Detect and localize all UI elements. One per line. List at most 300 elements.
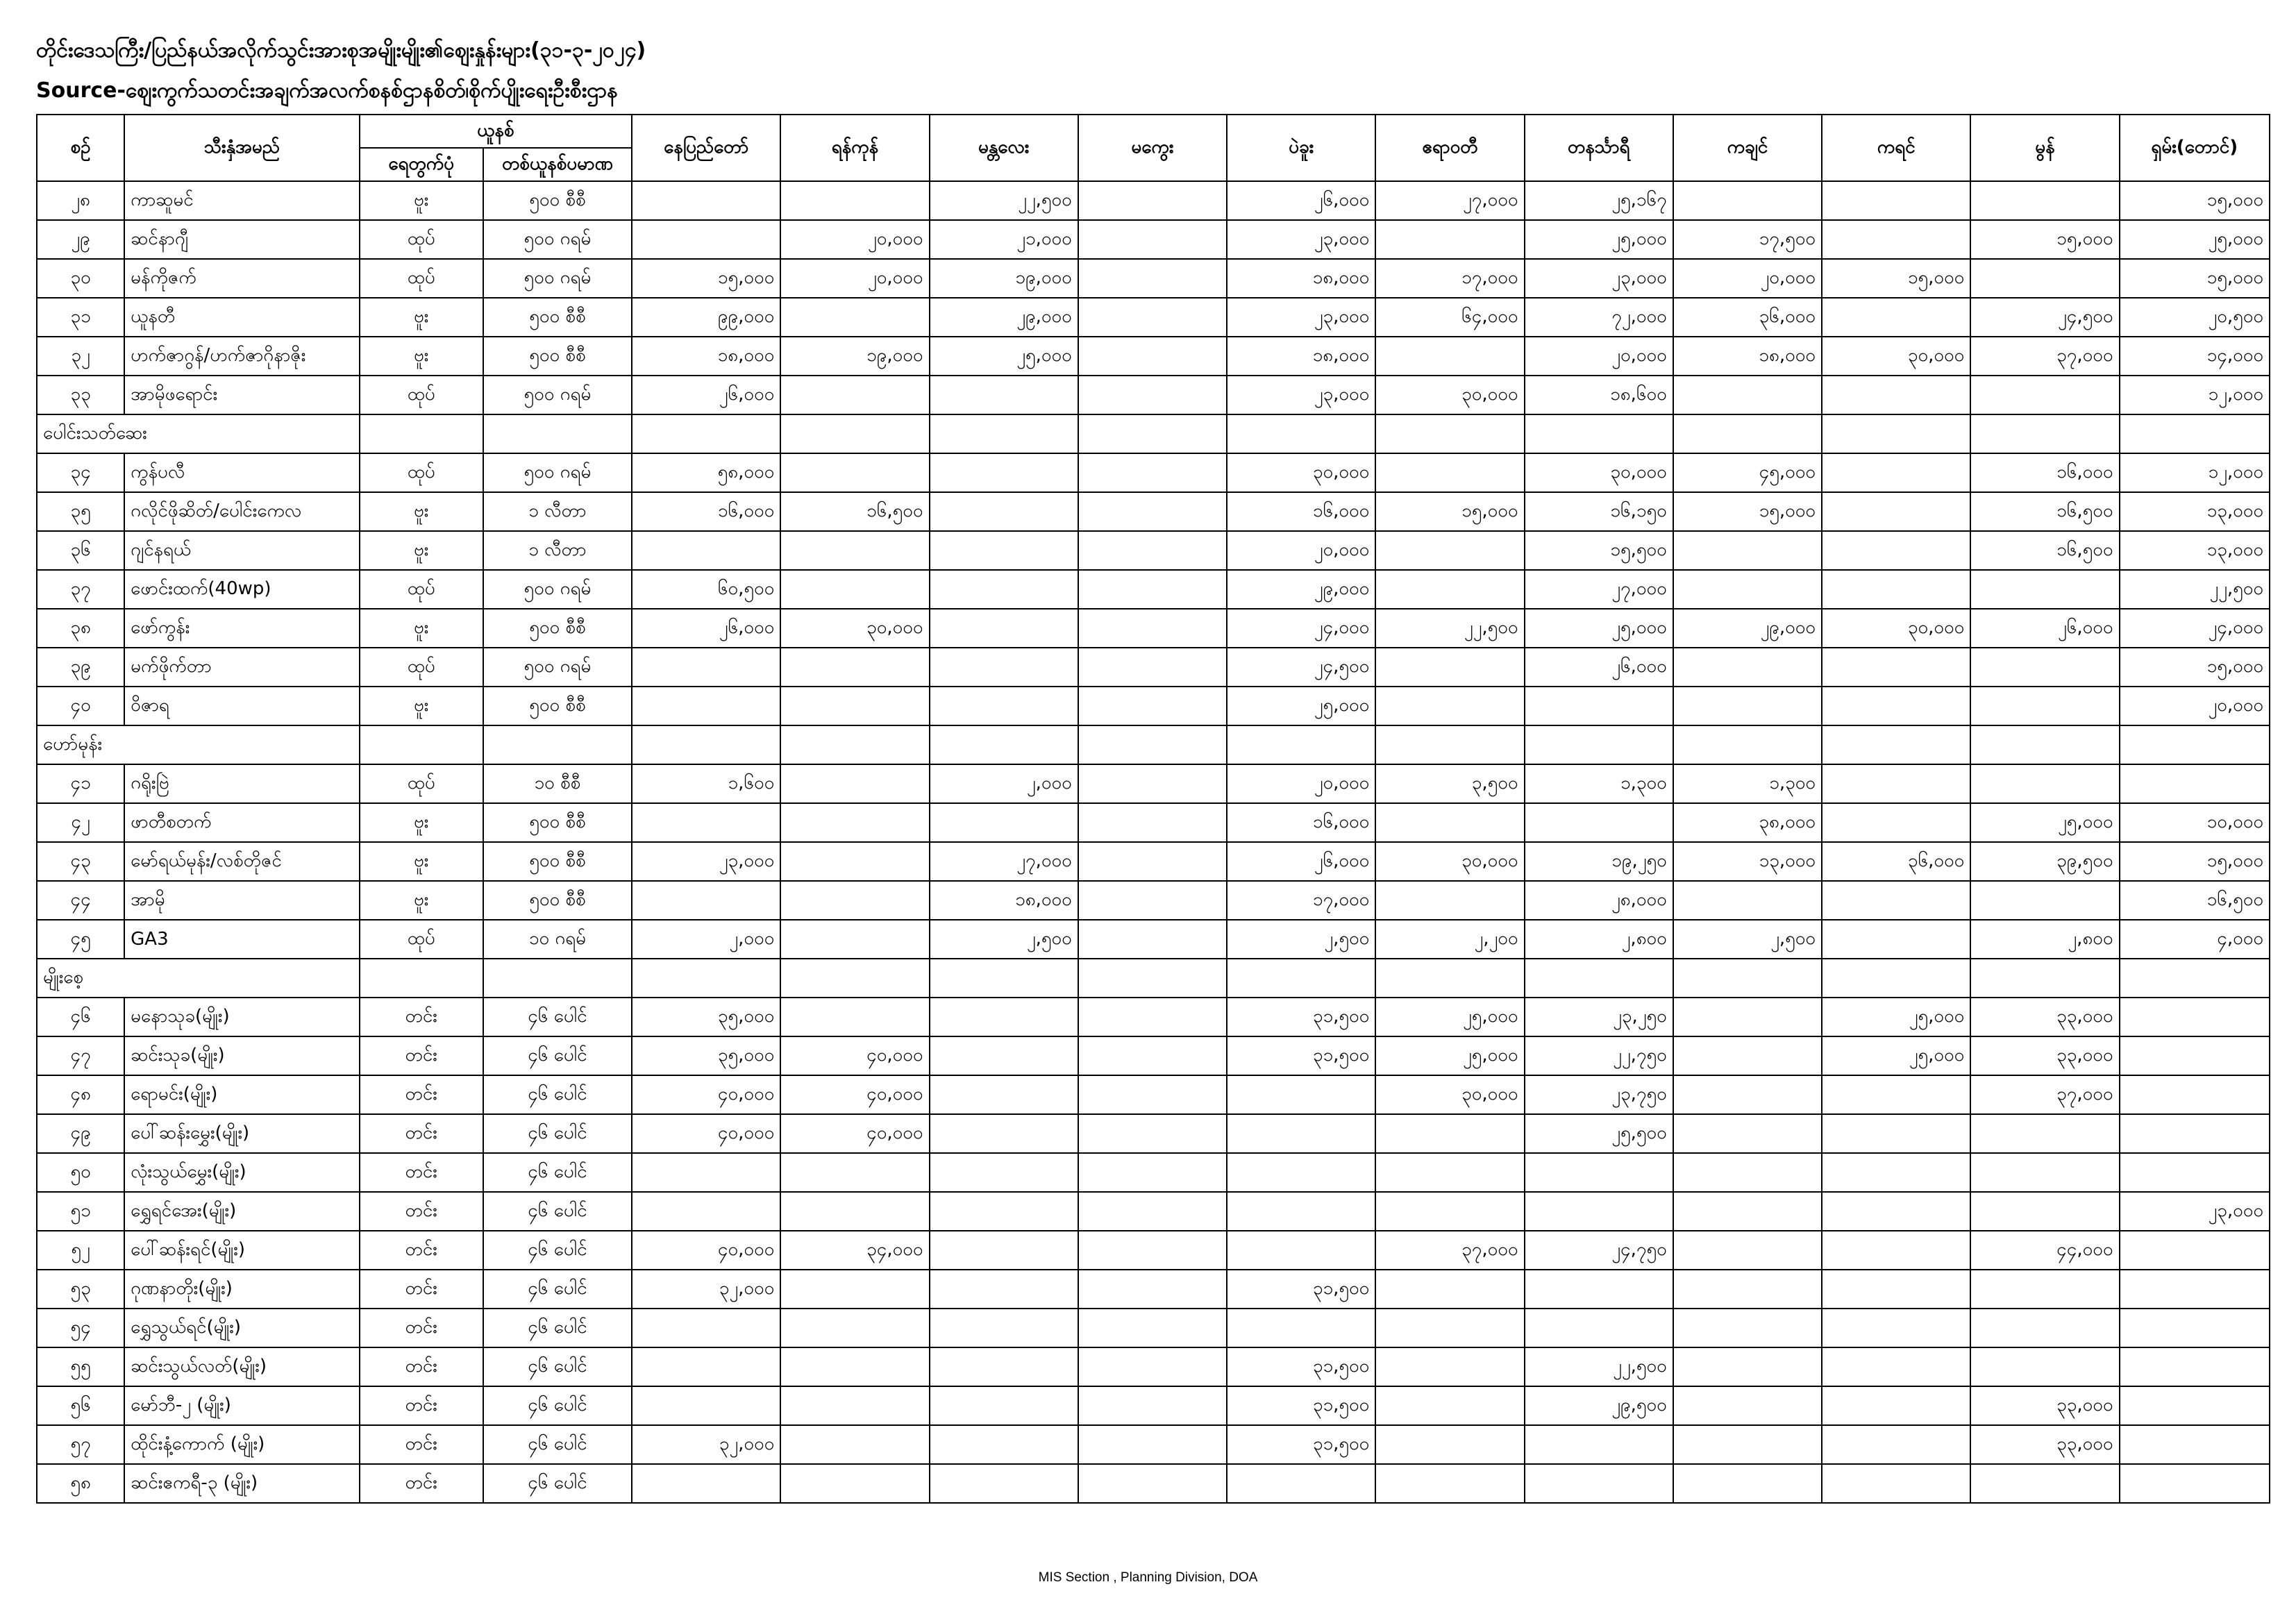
- price-cell: ၂၅,၁၆၇: [1525, 181, 1673, 220]
- price-cell: ၃၃,၀၀၀: [1970, 998, 2119, 1036]
- price-cell: [2120, 1270, 2270, 1309]
- price-cell: ၉၉,၀၀၀: [632, 298, 780, 337]
- price-cell: ၂၉,၀၀၀: [1673, 609, 1822, 648]
- empty-cell: [2120, 414, 2270, 453]
- price-cell: ၃၀,၀၀၀: [780, 609, 929, 648]
- price-cell: [1227, 1192, 1375, 1231]
- price-cell: [780, 803, 929, 842]
- price-cell: [1673, 376, 1822, 414]
- price-cell: [632, 1347, 780, 1386]
- price-cell: ၁၉,၀၀၀: [780, 337, 929, 376]
- price-cell: [1078, 181, 1227, 220]
- section-label: ဟော်မုန်း: [37, 725, 360, 764]
- price-cell: ၁၉,၀၀၀: [930, 259, 1078, 298]
- price-cell: ၇၂,၀၀၀: [1525, 298, 1673, 337]
- price-cell: [2120, 1153, 2270, 1192]
- price-cell: [1375, 687, 1524, 725]
- unit-type: ထုပ်: [360, 220, 483, 259]
- item-name: မန်ကိုဇက်: [124, 259, 359, 298]
- item-name: ဂုဏနာတိုး(မျိုး): [124, 1270, 359, 1309]
- unit-type: ဗူး: [360, 337, 483, 376]
- price-cell: ၁၃,၀၀၀: [2120, 531, 2270, 570]
- price-cell: [1822, 648, 1970, 687]
- unit-type: တင်း: [360, 1425, 483, 1464]
- price-cell: [1822, 1309, 1970, 1347]
- empty-cell: [1227, 725, 1375, 764]
- price-cell: [1673, 1347, 1822, 1386]
- price-cell: [1375, 1425, 1524, 1464]
- price-cell: [780, 881, 929, 920]
- price-cell: ၂၀,၀၀၀: [780, 259, 929, 298]
- price-cell: [930, 1386, 1078, 1425]
- price-cell: [632, 1153, 780, 1192]
- header-region: ကချင်: [1673, 115, 1822, 181]
- empty-cell: [780, 414, 929, 453]
- price-cell: [1673, 881, 1822, 920]
- price-cell: ၁၈,၀၀၀: [1227, 337, 1375, 376]
- unit-size: ၄၆ ပေါင်: [483, 1386, 632, 1425]
- price-cell: [930, 1036, 1078, 1075]
- price-cell: [780, 1386, 929, 1425]
- price-cell: ၂၂,၅၀၀: [2120, 570, 2270, 609]
- unit-size: ၅၀၀ စီစီ: [483, 842, 632, 881]
- price-cell: ၃၅,၀၀၀: [632, 998, 780, 1036]
- price-cell: [632, 531, 780, 570]
- row-number: ၄၉: [37, 1114, 124, 1153]
- price-cell: [1970, 764, 2119, 803]
- price-cell: ၁၃,၀၀၀: [1673, 842, 1822, 881]
- page-title: တိုင်းဒေသကြီး/ပြည်နယ်အလိုက်သွင်းအားစုအမျိုးမျိုး၏ဈေးနှုန်းများ(၃၁-၃-၂၀၂၄): [36, 38, 646, 62]
- price-cell: [1822, 764, 1970, 803]
- price-cell: [780, 842, 929, 881]
- price-table: [36, 114, 2270, 1504]
- unit-type: ဗူး: [360, 181, 483, 220]
- header-no: စဉ်: [37, 115, 124, 181]
- unit-type: ဗူး: [360, 687, 483, 725]
- price-cell: [930, 648, 1078, 687]
- price-cell: ၂၅,၀၀၀: [2120, 220, 2270, 259]
- price-cell: ၂၃,၀၀၀: [632, 842, 780, 881]
- table-row: [37, 259, 2270, 298]
- price-cell: ၃၁,၅၀၀: [1227, 1386, 1375, 1425]
- table-row: [37, 1270, 2270, 1309]
- price-cell: ၁,၃၀၀: [1525, 764, 1673, 803]
- price-cell: [1970, 648, 2119, 687]
- price-cell: ၂၅,၅၀၀: [1525, 1114, 1673, 1153]
- unit-type: တင်း: [360, 998, 483, 1036]
- header-unit-size: တစ်ယူနစ်ပမာဏ: [483, 148, 632, 181]
- row-number: ၄၃: [37, 842, 124, 881]
- row-number: ၃၄: [37, 453, 124, 492]
- empty-cell: [930, 725, 1078, 764]
- price-cell: ၁၆,၀၀၀: [1227, 803, 1375, 842]
- table-row: [37, 1075, 2270, 1114]
- empty-cell: [1970, 414, 2119, 453]
- row-number: ၄၄: [37, 881, 124, 920]
- price-cell: ၁၀,၀၀၀: [2120, 803, 2270, 842]
- price-cell: [1375, 1114, 1524, 1153]
- price-cell: [1822, 570, 1970, 609]
- price-cell: [1078, 492, 1227, 531]
- item-name: ဂျင်နရယ်: [124, 531, 359, 570]
- empty-cell: [483, 414, 632, 453]
- price-cell: [1078, 881, 1227, 920]
- price-cell: [2120, 1386, 2270, 1425]
- price-cell: [1078, 453, 1227, 492]
- price-cell: ၁၆,၅၀၀: [2120, 881, 2270, 920]
- row-number: ၄၆: [37, 998, 124, 1036]
- price-cell: [1375, 220, 1524, 259]
- price-cell: [1078, 920, 1227, 959]
- price-cell: [1970, 687, 2119, 725]
- table-row: [37, 842, 2270, 881]
- price-cell: [1227, 1231, 1375, 1270]
- price-cell: [1375, 803, 1524, 842]
- price-cell: [1673, 1270, 1822, 1309]
- item-name: ရွှေရင်အေး(မျိုး): [124, 1192, 359, 1231]
- table-row: [37, 531, 2270, 570]
- price-cell: [1673, 1425, 1822, 1464]
- table-body: [37, 181, 2270, 1503]
- price-cell: ၁၅,၀၀၀: [1375, 492, 1524, 531]
- price-cell: ၂၃,၀၀၀: [1227, 298, 1375, 337]
- row-number: ၅၁: [37, 1192, 124, 1231]
- empty-cell: [1970, 959, 2119, 998]
- item-name: ယူနတီ: [124, 298, 359, 337]
- price-cell: [1970, 1192, 2119, 1231]
- price-cell: [1822, 803, 1970, 842]
- price-cell: [1673, 531, 1822, 570]
- price-cell: [1078, 298, 1227, 337]
- price-cell: ၃၀,၀၀၀: [1375, 1075, 1524, 1114]
- price-cell: [1970, 259, 2119, 298]
- price-cell: ၂၁,၀၀၀: [930, 220, 1078, 259]
- price-cell: [1673, 570, 1822, 609]
- price-cell: ၁၇,၀၀၀: [1227, 881, 1375, 920]
- row-number: ၅၂: [37, 1231, 124, 1270]
- empty-cell: [360, 414, 483, 453]
- price-cell: ၁၈,၆၀၀: [1525, 376, 1673, 414]
- price-cell: [1822, 1153, 1970, 1192]
- price-cell: ၃၃,၀၀၀: [1970, 1425, 2119, 1464]
- price-cell: ၂၆,၀၀၀: [1525, 648, 1673, 687]
- price-cell: ၂၀,၀၀၀: [1673, 259, 1822, 298]
- price-cell: [780, 998, 929, 1036]
- page-footer: MIS Section , Planning Division, DOA: [1038, 1570, 1258, 1585]
- price-cell: ၃၈,၀၀၀: [1673, 803, 1822, 842]
- price-cell: [780, 453, 929, 492]
- price-cell: ၂၄,၀၀၀: [1227, 609, 1375, 648]
- price-cell: ၂,၀၀၀: [930, 764, 1078, 803]
- price-cell: [1970, 1347, 2119, 1386]
- unit-size: ၅၀၀ စီစီ: [483, 298, 632, 337]
- empty-cell: [483, 959, 632, 998]
- header-region: တနင်္သာရီ: [1525, 115, 1673, 181]
- price-cell: [1822, 1075, 1970, 1114]
- unit-type: တင်း: [360, 1114, 483, 1153]
- unit-type: ထုပ်: [360, 570, 483, 609]
- price-cell: ၂၇,၀၀၀: [1525, 570, 1673, 609]
- price-cell: [1822, 376, 1970, 414]
- row-number: ၅၅: [37, 1347, 124, 1386]
- row-number: ၄၂: [37, 803, 124, 842]
- table-row: [37, 453, 2270, 492]
- price-cell: [1078, 337, 1227, 376]
- unit-size: ၄၆ ပေါင်: [483, 1270, 632, 1309]
- item-name: အာမိုဖရောင်း: [124, 376, 359, 414]
- unit-size: ၅၀၀ စီစီ: [483, 687, 632, 725]
- price-cell: [1078, 1231, 1227, 1270]
- price-cell: [1673, 687, 1822, 725]
- item-name: ဆင်နာဂျီ: [124, 220, 359, 259]
- empty-cell: [1078, 725, 1227, 764]
- price-cell: ၄၄,၀၀၀: [1970, 1231, 2119, 1270]
- price-cell: [1822, 1192, 1970, 1231]
- price-cell: ၂,၅၀၀: [1227, 920, 1375, 959]
- price-cell: ၂၅,၀၀၀: [1525, 609, 1673, 648]
- price-cell: [1375, 1347, 1524, 1386]
- price-cell: [1525, 1192, 1673, 1231]
- price-cell: [1375, 337, 1524, 376]
- price-cell: ၁၆,၅၀၀: [1970, 531, 2119, 570]
- price-cell: ၁၂,၀၀၀: [2120, 453, 2270, 492]
- price-cell: [930, 998, 1078, 1036]
- table-row: [37, 1347, 2270, 1386]
- price-cell: [1822, 687, 1970, 725]
- item-name: ဖောင်းထက်(40wp): [124, 570, 359, 609]
- price-cell: ၁၈,၀၀၀: [930, 881, 1078, 920]
- price-cell: [1822, 492, 1970, 531]
- price-cell: ၁၅,၀၀၀: [632, 259, 780, 298]
- price-cell: ၆၄,၀၀၀: [1375, 298, 1524, 337]
- price-cell: ၃၀,၀၀၀: [1822, 337, 1970, 376]
- price-cell: ၅၈,၀၀၀: [632, 453, 780, 492]
- price-cell: [1525, 1309, 1673, 1347]
- price-cell: [780, 1270, 929, 1309]
- price-cell: [1822, 881, 1970, 920]
- price-cell: [1375, 1464, 1524, 1503]
- table-row: [37, 220, 2270, 259]
- section-row: [37, 725, 2270, 764]
- price-cell: ၁၅,၀၀၀: [1673, 492, 1822, 531]
- unit-size: ၅၀၀ ဂရမ်: [483, 220, 632, 259]
- table-row: [37, 376, 2270, 414]
- price-cell: ၂၀,၀၀၀: [1525, 337, 1673, 376]
- price-cell: [1227, 1464, 1375, 1503]
- price-cell: [780, 181, 929, 220]
- price-cell: ၂,၈၀၀: [1970, 920, 2119, 959]
- price-cell: ၄၅,၀၀၀: [1673, 453, 1822, 492]
- price-cell: ၂၃,၀၀၀: [1525, 259, 1673, 298]
- empty-cell: [2120, 725, 2270, 764]
- price-cell: [1822, 220, 1970, 259]
- row-number: ၃၂: [37, 337, 124, 376]
- row-number: ၅၄: [37, 1309, 124, 1347]
- unit-type: ဗူး: [360, 531, 483, 570]
- price-cell: [930, 1464, 1078, 1503]
- row-number: ၄၁: [37, 764, 124, 803]
- price-cell: [1822, 453, 1970, 492]
- price-cell: ၁၅,၀၀၀: [2120, 648, 2270, 687]
- unit-size: ၅၀၀ စီစီ: [483, 609, 632, 648]
- unit-size: ၄၆ ပေါင်: [483, 1231, 632, 1270]
- header-region: ကရင်: [1822, 115, 1970, 181]
- item-name: ဂလိုင်ဖိုဆိတ်/ပေါင်းကေလ: [124, 492, 359, 531]
- empty-cell: [1673, 959, 1822, 998]
- table-row: [37, 1464, 2270, 1503]
- price-cell: ၁၈,၀၀၀: [1227, 259, 1375, 298]
- price-cell: ၃၇,၀၀၀: [1970, 337, 2119, 376]
- price-cell: [930, 1347, 1078, 1386]
- price-cell: ၁၅,၀၀၀: [1822, 259, 1970, 298]
- price-cell: ၂,၅၀၀: [930, 920, 1078, 959]
- price-cell: [930, 570, 1078, 609]
- price-cell: [1227, 1309, 1375, 1347]
- price-cell: [1078, 376, 1227, 414]
- price-cell: ၂၀,၅၀၀: [2120, 298, 2270, 337]
- price-cell: [1078, 1270, 1227, 1309]
- unit-size: ၁ လီတာ: [483, 492, 632, 531]
- header-row: [37, 115, 2270, 148]
- price-cell: [1970, 881, 2119, 920]
- price-cell: [930, 803, 1078, 842]
- table-row: [37, 1231, 2270, 1270]
- empty-cell: [483, 725, 632, 764]
- price-cell: [1078, 842, 1227, 881]
- price-cell: [632, 1386, 780, 1425]
- price-cell: ၃၂,၀၀၀: [632, 1425, 780, 1464]
- unit-type: ဗူး: [360, 492, 483, 531]
- price-cell: [1822, 1464, 1970, 1503]
- price-cell: [1078, 1309, 1227, 1347]
- unit-size: ၄၆ ပေါင်: [483, 1036, 632, 1075]
- price-cell: ၁၆,၀၀၀: [1970, 453, 2119, 492]
- price-cell: ၁၆,၀၀၀: [632, 492, 780, 531]
- price-cell: ၂၄,၀၀၀: [2120, 609, 2270, 648]
- price-cell: ၁၇,၀၀၀: [1375, 259, 1524, 298]
- item-name: ဆင်းဧကရီ-၃ (မျိုး): [124, 1464, 359, 1503]
- price-cell: [780, 531, 929, 570]
- price-cell: [632, 1192, 780, 1231]
- price-cell: [1673, 1114, 1822, 1153]
- price-cell: [2120, 1036, 2270, 1075]
- price-cell: ၁၅,၀၀၀: [1970, 220, 2119, 259]
- price-cell: [1525, 1425, 1673, 1464]
- price-cell: [1673, 998, 1822, 1036]
- unit-size: ၄၆ ပေါင်: [483, 998, 632, 1036]
- unit-type: ဗူး: [360, 842, 483, 881]
- row-number: ၃၉: [37, 648, 124, 687]
- price-cell: [1673, 1464, 1822, 1503]
- price-cell: [1673, 1036, 1822, 1075]
- price-cell: ၃၁,၅၀၀: [1227, 1347, 1375, 1386]
- price-cell: [1970, 1153, 2119, 1192]
- price-cell: ၂၀,၀၀၀: [1227, 764, 1375, 803]
- price-cell: [2120, 1231, 2270, 1270]
- price-cell: ၂,၈၀၀: [1525, 920, 1673, 959]
- price-cell: [1970, 1464, 2119, 1503]
- row-number: ၅၆: [37, 1386, 124, 1425]
- table-row: [37, 1036, 2270, 1075]
- price-cell: [1078, 687, 1227, 725]
- price-cell: ၂,၅၀၀: [1673, 920, 1822, 959]
- price-cell: [1822, 1425, 1970, 1464]
- price-cell: ၂၂,၅၀၀: [1375, 609, 1524, 648]
- price-cell: [930, 376, 1078, 414]
- empty-cell: [1970, 725, 2119, 764]
- price-cell: ၂၀,၀၀၀: [2120, 687, 2270, 725]
- unit-size: ၅၀၀ စီစီ: [483, 881, 632, 920]
- table-row: [37, 1386, 2270, 1425]
- price-cell: ၂၅,၀၀၀: [1227, 687, 1375, 725]
- row-number: ၄၅: [37, 920, 124, 959]
- row-number: ၃၇: [37, 570, 124, 609]
- section-label: ပေါင်းသတ်ဆေး: [37, 414, 360, 453]
- empty-cell: [1525, 725, 1673, 764]
- table-row: [37, 1425, 2270, 1464]
- section-row: [37, 959, 2270, 998]
- unit-size: ၅၀၀ ဂရမ်: [483, 453, 632, 492]
- row-number: ၅၇: [37, 1425, 124, 1464]
- header-region: နေပြည်တော်: [632, 115, 780, 181]
- price-cell: [930, 531, 1078, 570]
- unit-size: ၅၀၀ ဂရမ်: [483, 570, 632, 609]
- price-cell: ၄၀,၀၀၀: [780, 1036, 929, 1075]
- price-cell: ၃၃,၀၀၀: [1970, 1386, 2119, 1425]
- unit-type: ဗူး: [360, 803, 483, 842]
- price-cell: ၂၆,၀၀၀: [632, 376, 780, 414]
- price-cell: [780, 570, 929, 609]
- header-region: မွန်: [1970, 115, 2119, 181]
- price-cell: ၂၈,၀၀၀: [1525, 881, 1673, 920]
- price-cell: ၁,၆၀၀: [632, 764, 780, 803]
- price-cell: ၃၀,၀၀၀: [1375, 842, 1524, 881]
- item-name: မနောသုခ(မျိုး): [124, 998, 359, 1036]
- price-cell: [1822, 1114, 1970, 1153]
- price-cell: ၂၅,၀၀၀: [1375, 1036, 1524, 1075]
- empty-cell: [360, 959, 483, 998]
- price-cell: ၁၅,၀၀၀: [2120, 842, 2270, 881]
- price-cell: [1078, 1153, 1227, 1192]
- item-name: ဖာတီစတက်: [124, 803, 359, 842]
- price-cell: [1822, 531, 1970, 570]
- price-cell: [632, 648, 780, 687]
- price-cell: [1078, 1386, 1227, 1425]
- price-cell: [1375, 1192, 1524, 1231]
- table-row: [37, 648, 2270, 687]
- price-cell: [1375, 531, 1524, 570]
- empty-cell: [1822, 959, 1970, 998]
- price-cell: ၂၃,၂၅၀: [1525, 998, 1673, 1036]
- price-cell: ၃၆,၀၀၀: [1822, 842, 1970, 881]
- price-cell: ၂၅,၀၀၀: [1822, 998, 1970, 1036]
- price-cell: ၂၀,၀၀၀: [780, 220, 929, 259]
- price-cell: [1822, 1347, 1970, 1386]
- price-cell: ၁၆,၁၅၀: [1525, 492, 1673, 531]
- price-cell: [930, 1114, 1078, 1153]
- price-cell: ၂၂,၅၀၀: [930, 181, 1078, 220]
- price-cell: ၁၃,၀၀၀: [2120, 492, 2270, 531]
- price-cell: [1970, 570, 2119, 609]
- price-cell: [780, 1464, 929, 1503]
- row-number: ၄၈: [37, 1075, 124, 1114]
- table-row: [37, 298, 2270, 337]
- empty-cell: [1673, 414, 1822, 453]
- price-cell: ၁၂,၀၀၀: [2120, 376, 2270, 414]
- price-cell: ၂,၂၀၀: [1375, 920, 1524, 959]
- unit-size: ၄၆ ပေါင်: [483, 1192, 632, 1231]
- price-cell: ၄,၀၀၀: [2120, 920, 2270, 959]
